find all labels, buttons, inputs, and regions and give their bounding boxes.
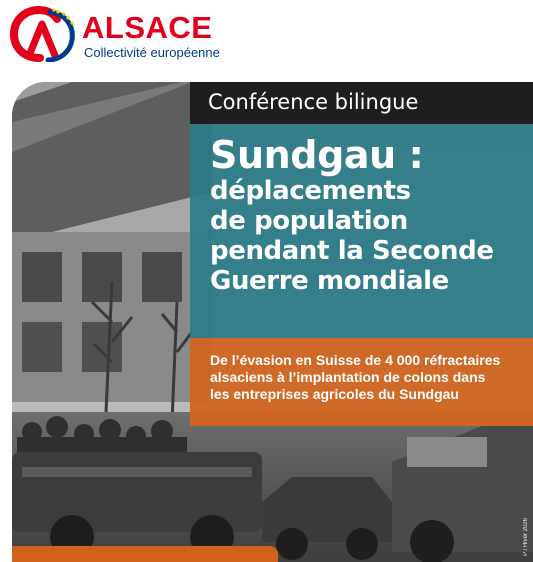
- event-type-label: Conférence bilingue: [208, 90, 419, 114]
- subtitle-line-3: les entreprises agricoles du Sundgau: [210, 386, 459, 402]
- event-type-banner: [190, 82, 533, 124]
- subtitle-line-1: De l’évasion en Suisse de 4 000 réfractaires: [210, 352, 501, 368]
- title-line-5: Guerre mondiale: [210, 266, 449, 296]
- title-banner: [190, 124, 533, 338]
- alsace-logo[interactable]: [10, 6, 250, 64]
- page-title: [210, 134, 530, 296]
- logo-name: ALSACE: [82, 10, 213, 45]
- alsace-logo-mark-icon: [10, 6, 80, 62]
- title-line-2: déplacements: [210, 176, 411, 206]
- subtitle-line-2: alsaciens à l’implantation de colons dans: [210, 369, 486, 385]
- logo-tagline: Collectivité européenne: [84, 45, 220, 60]
- subtitle-banner: [190, 338, 533, 426]
- bottom-accent-bar: [12, 546, 278, 562]
- title-line-1: Sundgau :: [210, 133, 424, 177]
- title-line-3: de population: [210, 206, 408, 236]
- title-line-4: pendant la Seconde: [210, 236, 494, 266]
- photo-credit: P / Hiver 2026: [523, 518, 529, 556]
- subtitle: [210, 352, 528, 403]
